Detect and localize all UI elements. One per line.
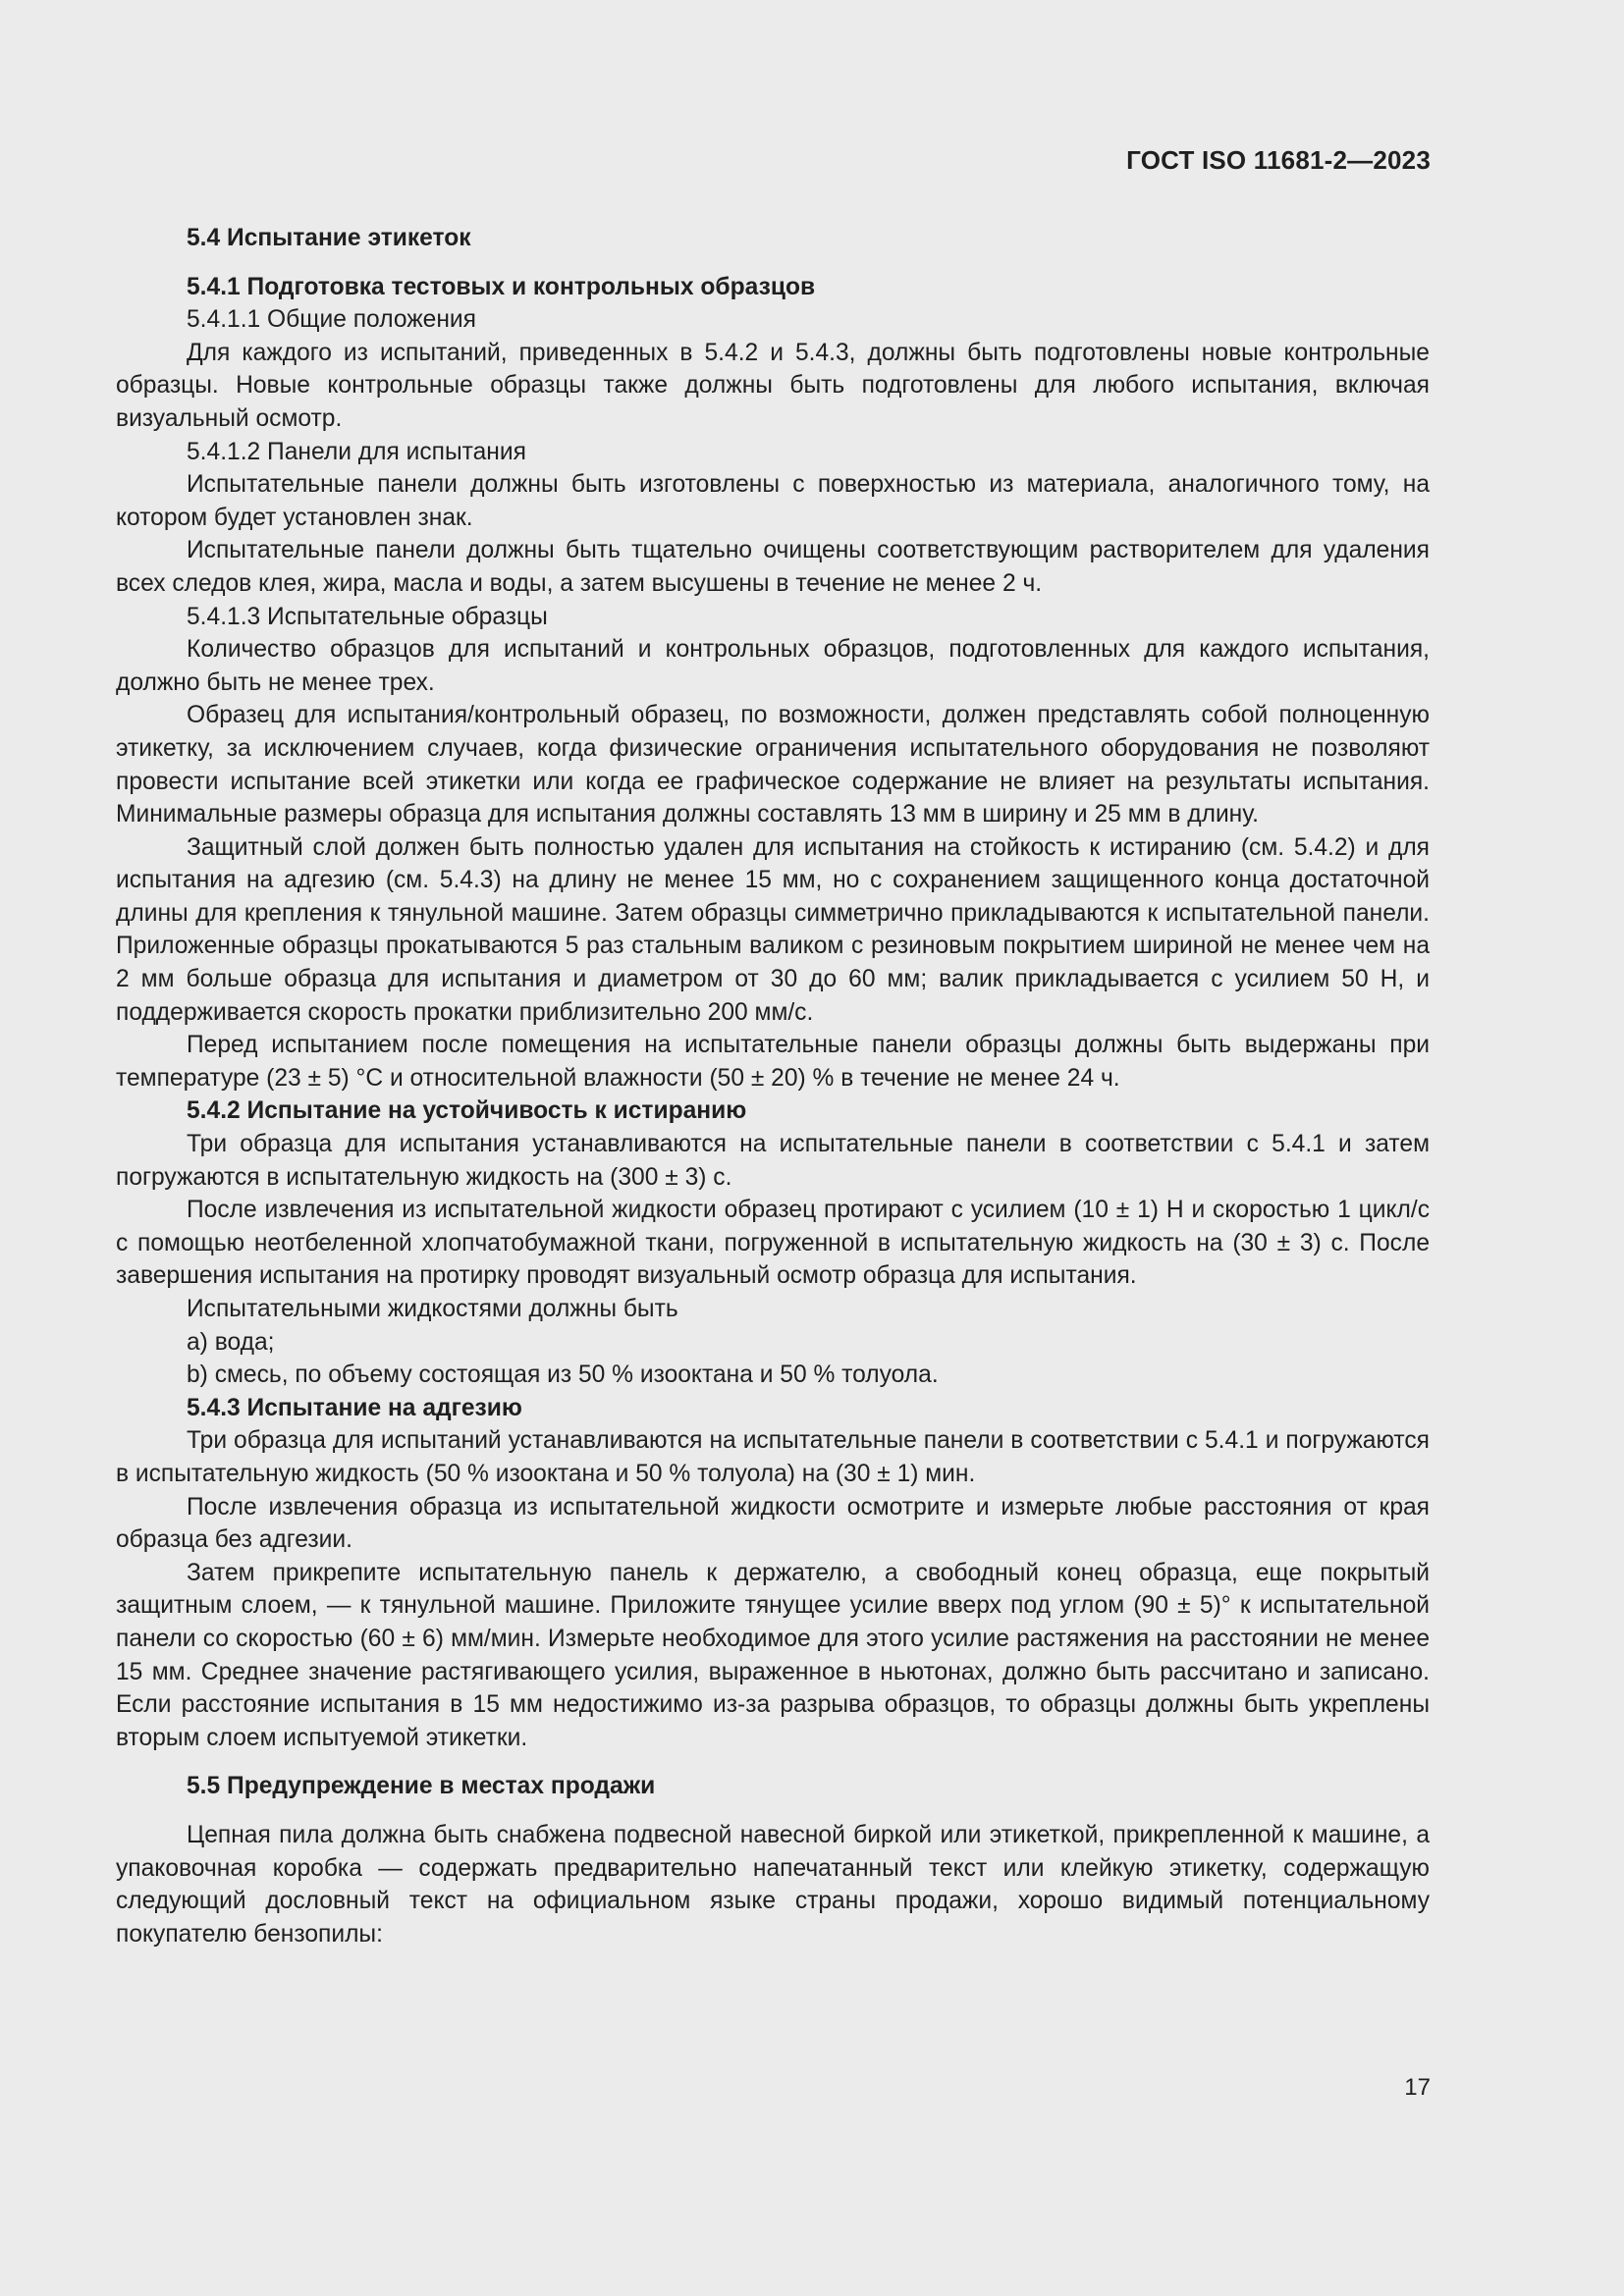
paragraph: Испытательные панели должны быть тщательно очищены соответствующим растворителем для удаления всех следов клея, жира, масла и воды, а затем высушены в течение не менее 2 ч. — [116, 537, 1430, 597]
paragraph: Образец для испытания/контрольный образец, по возможности, должен представлять собой полноценную этикетку, за исключением случаев, когда физические ограничения испытательного оборудования не позволяют провести испытание всей этикетки или когда ее графическое содержание не влияет на результаты испытания. Минимальные размеры образца для испытания должны составлять 13 мм в ширину и 25 мм в длину. — [116, 702, 1430, 828]
heading-5-5: 5.5 Предупреждение в местах продажи — [187, 1773, 656, 1800]
paragraph: После извлечения из испытательной жидкости образец протирают с усилием (10 ± 1) Н и скоростью 1 цикл/с с помощью неотбеленной хлопчатобумажной ткани, погруженной в испытательную жидкость на (30 ± 3) с. После завершения испытания на протирку проводят визуальный осмотр образца для испытания. — [116, 1197, 1430, 1290]
paragraph: Для каждого из испытаний, приведенных в 5.4.2 и 5.4.3, должны быть подготовлены новые контрольные образцы. Новые контрольные образцы также должны быть подготовлены для любого испытания, включая визуальный осмотр. — [116, 339, 1430, 432]
page-content — [116, 222, 1430, 1950]
heading-5-4-1-3: 5.4.1.3 Испытательные образцы — [187, 603, 548, 630]
paragraph: Защитный слой должен быть полностью удален для испытания на стойкость к истиранию (см. 5.4.2) и для испытания на адгезию (см. 5.4.3) на длину не менее 15 мм, но с сохранением защищенного конца достаточной длины для крепления к тянульной машине. Затем образцы симметрично прикладываются к испытательной панели. Приложенные образцы прокатываются 5 раз стальным валиком с резиновым покрытием шириной не менее чем на 2 мм больше образца для испытания и диаметром от 30 до 60 мм; валик прикладывается с усилием 50 Н, и поддерживается скорость прокатки приблизительно 200 мм/с. — [116, 833, 1430, 1026]
heading-5-4-1-2: 5.4.1.2 Панели для испытания — [187, 438, 526, 465]
paragraph: Испытательными жидкостями должны быть — [187, 1296, 678, 1322]
paragraph: Три образца для испытания устанавливаются на испытательные панели в соответствии с 5.4.1 и затем погружаются в испытательную жидкость на (300 ± 3) с. — [116, 1131, 1430, 1191]
heading-5-4: 5.4 Испытание этикеток — [187, 225, 471, 251]
page-number: 17 — [1404, 2074, 1431, 2101]
heading-5-4-2: 5.4.2 Испытание на устойчивость к истиранию — [187, 1097, 747, 1125]
paragraph: Количество образцов для испытаний и контрольных образцов, подготовленных для каждого испытания, должно быть не менее трех. — [116, 636, 1430, 696]
list-item: b) смесь, по объему состоящая из 50 % изооктана и 50 % толуола. — [187, 1362, 939, 1389]
paragraph: Три образца для испытаний устанавливаются на испытательные панели в соответствии с 5.4.1 и погружаются в испытательную жидкость (50 % изооктана и 50 % толуола) на (30 ± 1) мин. — [116, 1427, 1430, 1487]
paragraph: Испытательные панели должны быть изготовлены с поверхностью из материала, аналогичного тому, на котором будет установлен знак. — [116, 471, 1430, 531]
heading-5-4-3: 5.4.3 Испытание на адгезию — [187, 1394, 522, 1421]
list-item: a) вода; — [187, 1328, 275, 1356]
paragraph: После извлечения образца из испытательной жидкости осмотрите и измерьте любые расстояния от края образца без адгезии. — [116, 1493, 1430, 1554]
heading-5-4-1: 5.4.1 Подготовка тестовых и контрольных образцов — [187, 273, 816, 300]
paragraph: Цепная пила должна быть снабжена подвесной навесной биркой или этикеткой, прикрепленной к машине, а упаковочная коробка — содержать предварительно напечатанный текст или клейкую этикетку, содержащую следующий дословный текст на официальном языке страны продажи, хорошо видимый потенциальному покупателю бензопилы: — [116, 1821, 1430, 1948]
paragraph: Перед испытанием после помещения на испытательные панели образцы должны быть выдержаны при температуре (23 ± 5) °С и относительной влажности (50 ± 20) % в течение не менее 24 ч. — [116, 1032, 1430, 1092]
paragraph: Затем прикрепите испытательную панель к держателю, а свободный конец образца, еще покрытый защитным слоем, — к тянульной машине. Приложите тянущее усилие вверх под углом (90 ± 5)° к испытательной панели со скоростью (60 ± 6) мм/мин. Измерьте необходимое для этого усилие растяжения на расстоянии не менее 15 мм. Среднее значение растягивающего усилия, выраженное в ньютонах, должно быть рассчитано и записано. Если расстояние испытания в 15 мм недостижимо из-за разрыва образцов, то образцы должны быть укреплены вторым слоем испытуемой этикетки. — [116, 1559, 1430, 1751]
heading-5-4-1-1: 5.4.1.1 Общие положения — [187, 306, 476, 334]
standard-header: ГОСТ ISO 11681-2—2023 — [1126, 145, 1431, 175]
